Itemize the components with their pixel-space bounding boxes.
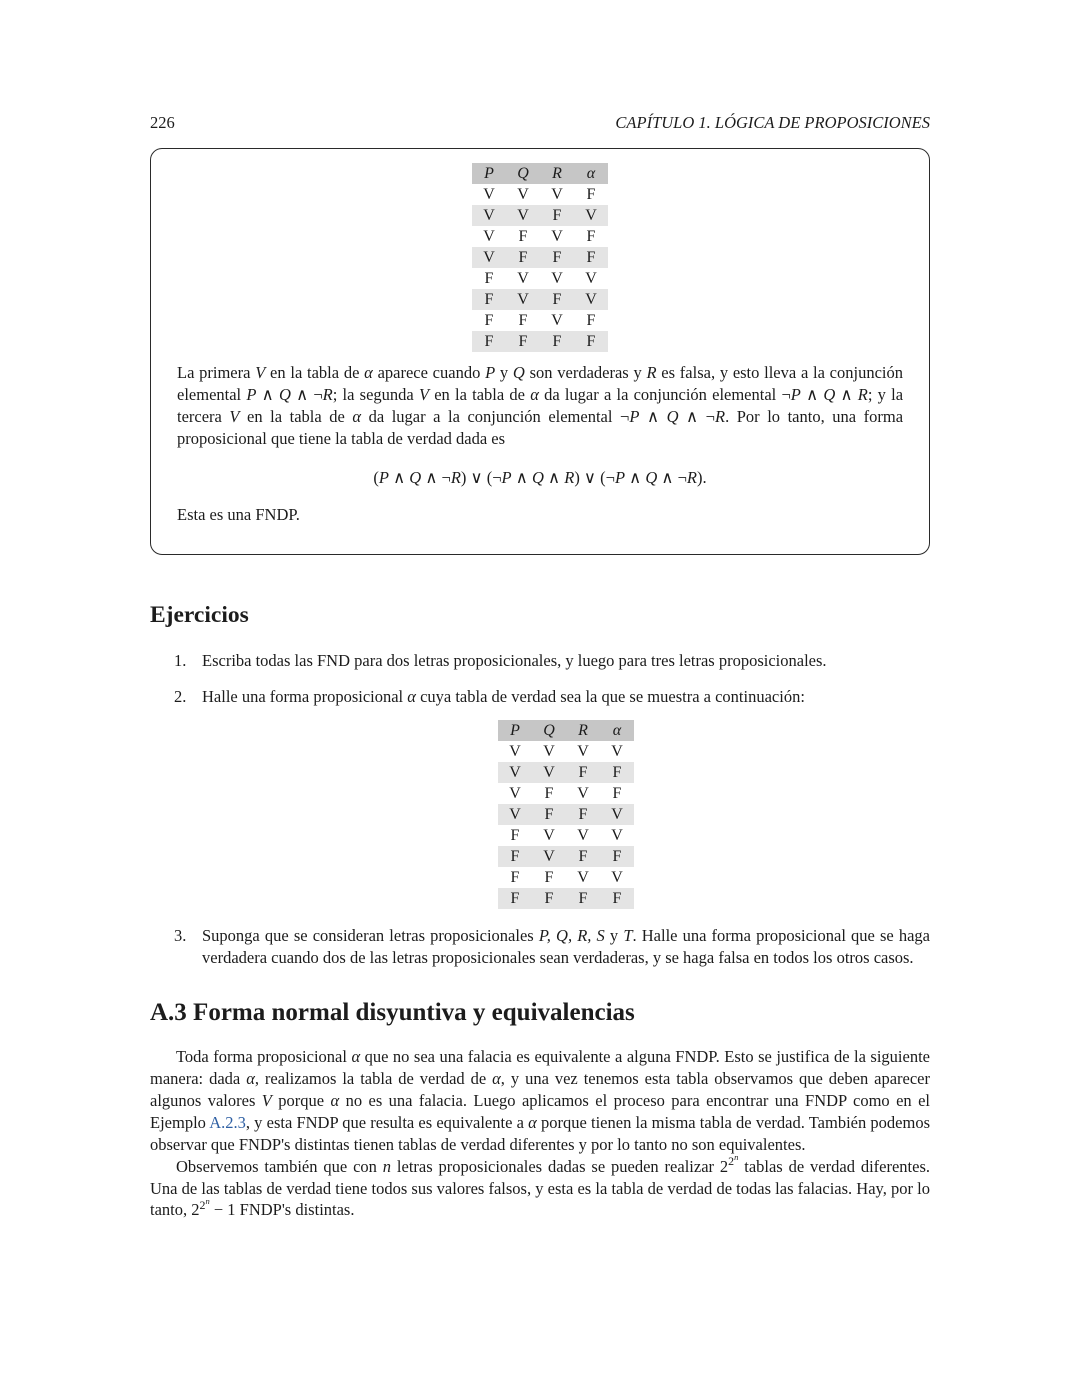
truth-value-cell: V (577, 785, 589, 803)
truth-value-cell: V (472, 205, 506, 226)
section-body (150, 1046, 930, 1222)
truth-value-cell: V (585, 269, 597, 287)
truth-value-cell: V (611, 743, 623, 761)
truth-value-cell: F (510, 827, 520, 845)
exercise-item-1 (174, 650, 930, 672)
truth-value-cell: F (510, 869, 520, 887)
truth-value-cell: F (600, 888, 634, 909)
truth-value-cell: V (600, 804, 634, 825)
truth-value-cell: F (566, 804, 600, 825)
truth-value-cell: F (586, 185, 596, 203)
page-number: 226 (150, 113, 175, 132)
fndp-formula: (P ∧ Q ∧ ¬R) ∨ (¬P ∧ Q ∧ R) ∨ (¬P ∧ Q ∧ ¬R). (373, 467, 707, 487)
truth-value-cell: F (506, 331, 540, 352)
truth-value-cell: V (472, 247, 506, 268)
section-paragraph-1: Toda forma proposicional α que no sea una falacia es equivalente a alguna FNDP. Esto se justifica de la siguiente manera: dada α, realizamos la tabla de verdad de α, y una vez tenemos esta tabla observamos que deben aparecer algunos valores V porque α no es una falacia. Luego aplicamos el proceso para encontrar una FNDP como en el Ejemplo A.2.3, y esta FNDP que resulta es equivalente a α porque tienen la misma tabla de verdad. También podemos observar que FNDP's distintas tienen tablas de verdad diferentes y por lo tanto no son equivalentes. (150, 1046, 930, 1154)
truth-value-cell: F (498, 846, 532, 867)
truth-value-cell: F (586, 311, 596, 329)
truth-value-cell: F (566, 888, 600, 909)
truth-value-cell: V (483, 185, 495, 203)
truth-value-cell: V (611, 827, 623, 845)
example-box (150, 148, 930, 555)
truth-value-cell: F (506, 247, 540, 268)
truth-value-cell: F (518, 227, 528, 245)
truth-value-cell: F (544, 869, 554, 887)
truth-value-cell: V (611, 869, 623, 887)
table-row (498, 783, 634, 804)
truth-value-cell: F (472, 289, 506, 310)
truth-value-cell: F (472, 331, 506, 352)
truth-value-cell: F (612, 785, 622, 803)
truth-value-cell: V (577, 827, 589, 845)
exercise-list (150, 650, 930, 969)
truth-value-cell: F (540, 289, 574, 310)
column-header: P (498, 720, 532, 741)
chapter-title: CAPÍTULO 1. LÓGICA DE PROPOSICIONES (615, 113, 930, 132)
column-header: Q (532, 720, 566, 741)
table-row (498, 741, 634, 762)
truth-value-cell: F (532, 804, 566, 825)
truth-value-cell: F (600, 846, 634, 867)
truth-value-cell: V (506, 289, 540, 310)
section-heading-a3: A.3 Forma normal disyuntiva y equivalencias (150, 999, 635, 1027)
truth-value-cell: F (484, 311, 494, 329)
truth-value-cell: V (543, 827, 555, 845)
page-content (150, 112, 930, 1221)
ref-link[interactable]: A.2.3 (209, 1112, 246, 1132)
column-header: α (600, 720, 634, 741)
truth-value-cell: F (586, 227, 596, 245)
truth-value-cell: V (509, 785, 521, 803)
page-header (150, 112, 930, 134)
column-header: R (540, 163, 574, 184)
truth-value-cell: V (577, 869, 589, 887)
table-row (472, 310, 608, 331)
table-row (472, 205, 608, 226)
column-header: R (566, 720, 600, 741)
truth-value-cell: V (517, 185, 529, 203)
example-paragraph: La primera V en la tabla de α aparece cuando P y Q son verdaderas y R es falsa, y esto lleva a la conjunción elemental P ∧ Q ∧ ¬R; la segunda V en la tabla de α da lugar a la conjunción elemental ¬P ∧ Q ∧ R; y la tercera V en la tabla de α da lugar a la conjunción elemental ¬P ∧ Q ∧ ¬R. Por lo tanto, una forma proposicional que tiene la tabla de verdad dada es (177, 362, 904, 448)
column-header: Q (506, 163, 540, 184)
truth-value-cell: F (574, 331, 608, 352)
truth-value-cell: V (509, 743, 521, 761)
truth-value-cell: F (566, 762, 600, 783)
truth-value-cell: F (574, 247, 608, 268)
table-row (498, 825, 634, 846)
truth-value-cell: V (517, 269, 529, 287)
truth-value-cell: F (484, 269, 494, 287)
table-row (498, 762, 634, 783)
exercise-item-3 (174, 925, 930, 969)
exercise-item-2-text: Halle una forma proposicional α cuya tabla de verdad sea la que se muestra a continuación: (202, 687, 805, 707)
exercise-item-2 (174, 686, 930, 909)
table-header-row (498, 720, 634, 741)
truth-table-example (472, 163, 608, 352)
exercise-table-wrap (202, 720, 930, 909)
truth-value-cell: F (540, 205, 574, 226)
truth-value-cell: F (544, 785, 554, 803)
table-header-row (472, 163, 608, 184)
column-header: α (574, 163, 608, 184)
truth-value-cell: V (506, 205, 540, 226)
truth-value-cell: F (518, 311, 528, 329)
table-row (472, 226, 608, 247)
truth-value-cell: V (532, 762, 566, 783)
column-header: P (472, 163, 506, 184)
table-row (472, 184, 608, 205)
example-closing: Esta es una FNDP. (177, 504, 300, 524)
table-row (498, 846, 634, 867)
truth-value-cell: F (540, 331, 574, 352)
truth-value-cell: V (543, 743, 555, 761)
truth-value-cell: F (566, 846, 600, 867)
table-row (472, 247, 608, 268)
table-row (472, 331, 608, 352)
table-row (498, 888, 634, 909)
truth-value-cell: F (532, 888, 566, 909)
truth-value-cell: V (577, 743, 589, 761)
truth-value-cell: V (498, 804, 532, 825)
truth-value-cell: V (551, 269, 563, 287)
truth-value-cell: F (600, 762, 634, 783)
truth-value-cell: V (532, 846, 566, 867)
table-row (472, 289, 608, 310)
truth-value-cell: F (540, 247, 574, 268)
table-row (498, 804, 634, 825)
truth-value-cell: V (574, 205, 608, 226)
truth-value-cell: V (551, 227, 563, 245)
truth-table-exercise (498, 720, 634, 909)
exercise-item-1-text: Escriba todas las FND para dos letras proposicionales, y luego para tres letras proposicionales. (202, 651, 827, 671)
section-paragraph-2: Observemos también que con n letras proposicionales dadas se pueden realizar $2^{2^n}$ tablas de verdad diferentes. Una de las tablas de verdad tiene todos sus valores falsos, y esta es la tabla de verdad de todas las falacias. Hay, por lo tanto, $2^{2^n} - 1$ FNDP's distintas. (150, 1152, 930, 1220)
table-row (498, 867, 634, 888)
truth-value-cell: V (551, 185, 563, 203)
section-heading-ejercicios: Ejercicios (150, 601, 249, 628)
truth-value-cell: V (551, 311, 563, 329)
truth-value-cell: F (498, 888, 532, 909)
table-row (472, 268, 608, 289)
truth-value-cell: V (574, 289, 608, 310)
truth-value-cell: V (498, 762, 532, 783)
exercise-item-3-text: Suponga que se consideran letras proposicionales P, Q, R, S y T. Halle una forma proposicional que se haga verdadera cuando dos de las letras proposicionales sean verdaderas, y se haga falsa en todos los otros casos. (202, 926, 930, 968)
truth-value-cell: V (483, 227, 495, 245)
